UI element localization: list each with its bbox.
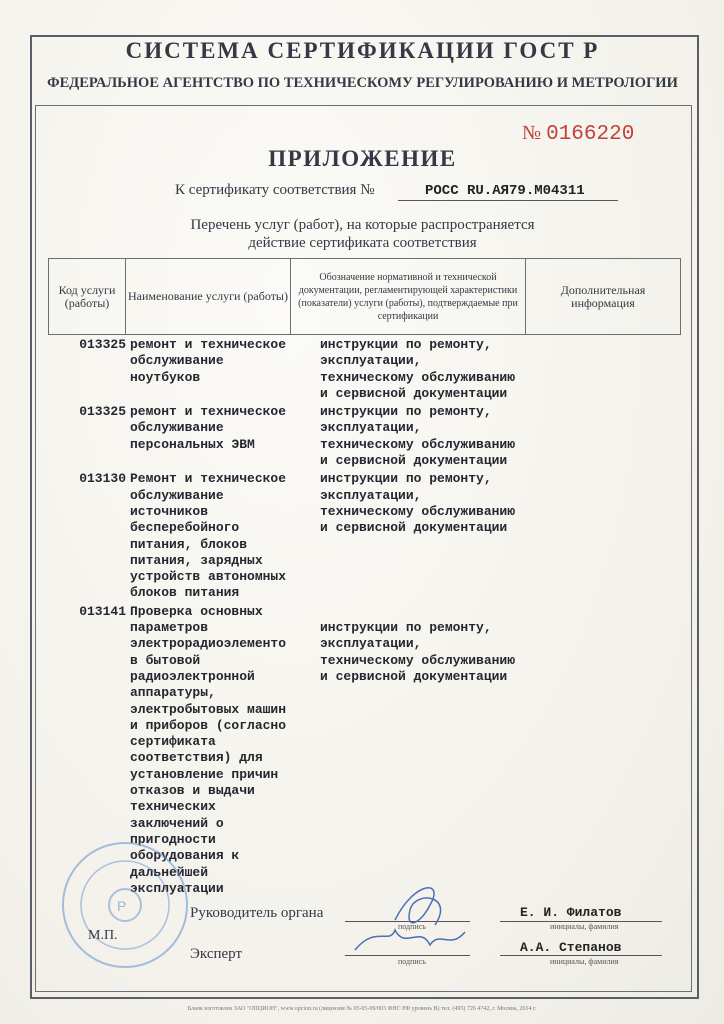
header-name: Наименование услуги (работы) (126, 259, 291, 335)
print-footer: Бланк изготовлен ЗАО "ОПЦИОН", www.opcion.ru (лицензия № 05-05-09/003 ФНС РФ уровень В) тел. (495) 726 4742, г. Москва, 2014 г. (187, 1006, 537, 1012)
service-list (48, 337, 688, 899)
form-number (522, 122, 634, 146)
expert-sign-caption: подпись (398, 957, 426, 966)
cert-label: К сертификату соответствия № (175, 182, 375, 198)
row-code: 013325 (79, 404, 126, 420)
stamp-label: М.П. (88, 928, 118, 943)
expert-name-caption: инициалы, фамилия (550, 957, 619, 966)
row-docs: инструкции по ремонту, эксплуатации, техническому обслуживанию и сервисной документации (320, 620, 516, 684)
row-docs: инструкции по ремонту, эксплуатации, техническому обслуживанию и сервисной документации (320, 471, 516, 536)
header-extra: Дополнительная информация (526, 259, 681, 335)
expert-name: А.А. Степанов (520, 940, 622, 955)
list-title (35, 216, 690, 252)
head-label: Руководитель органа (190, 905, 324, 921)
cert-number: РОСС RU.АЯ79.М04311 (425, 183, 585, 199)
table-row (48, 471, 688, 601)
agency-name: ФЕДЕРАЛЬНОЕ АГЕНТСТВО ПО ТЕХНИЧЕСКОМУ РЕГУЛИРОВАНИЮ И МЕТРОЛОГИИ (47, 75, 678, 91)
row-name: Проверка основных параметров электрорадиоэлементо в бытовой радиоэлектронной аппаратуры, электробытовых машин и приборов (согласно сертификата соответствия) для установление причин отказов и выдачи технических заключений о пригодности оборудования к дальнейшей эксплуатации (130, 603, 287, 896)
list-title-line-2: действие сертификата соответствия (248, 235, 477, 251)
number-value: 0166220 (546, 123, 635, 146)
system-title: СИСТЕМА СЕРТИФИКАЦИИ ГОСТ Р (125, 38, 600, 63)
row-name: Ремонт и техническое обслуживание источников бесперебойного питания, блоков питания, зарядных устройств автономных блоков питания (130, 471, 287, 601)
row-docs: инструкции по ремонту, эксплуатации, техническому обслуживанию и сервисной документации (320, 337, 516, 401)
head-name: Е. И. Филатов (520, 905, 622, 920)
row-name: ремонт и техническое обслуживание персональных ЭВМ (130, 404, 287, 452)
header-docs: Обозначение нормативной и технической документации, регламентирующей характеристики (показатели) услуги (работы), подтверждаемые при сертификации (291, 259, 526, 335)
table-header (48, 258, 681, 335)
round-stamp-icon (55, 835, 195, 975)
table-row (48, 404, 688, 469)
expert-label: Эксперт (190, 946, 243, 962)
svg-text:P: P (117, 898, 127, 914)
row-code: 013141 (79, 603, 126, 619)
cert-underline (398, 200, 618, 201)
head-name-caption: инициалы, фамилия (550, 922, 619, 931)
table-row (48, 337, 688, 402)
header-code: Код услуги (работы) (49, 259, 126, 335)
row-docs: инструкции по ремонту, эксплуатации, техническому обслуживанию и сервисной документации (320, 404, 516, 469)
list-title-line-1: Перечень услуг (работ), на которые распространяется (190, 217, 535, 233)
number-prefix: № (522, 122, 542, 144)
row-name: ремонт и техническое обслуживание ноутбуков (130, 337, 287, 385)
expert-name-line (500, 955, 662, 956)
handwritten-signature-icon (335, 870, 485, 960)
head-sign-caption: подпись (398, 922, 426, 931)
row-code: 013325 (79, 337, 126, 352)
row-code: 013130 (79, 471, 126, 487)
document-title: ПРИЛОЖЕНИЕ (268, 146, 457, 171)
